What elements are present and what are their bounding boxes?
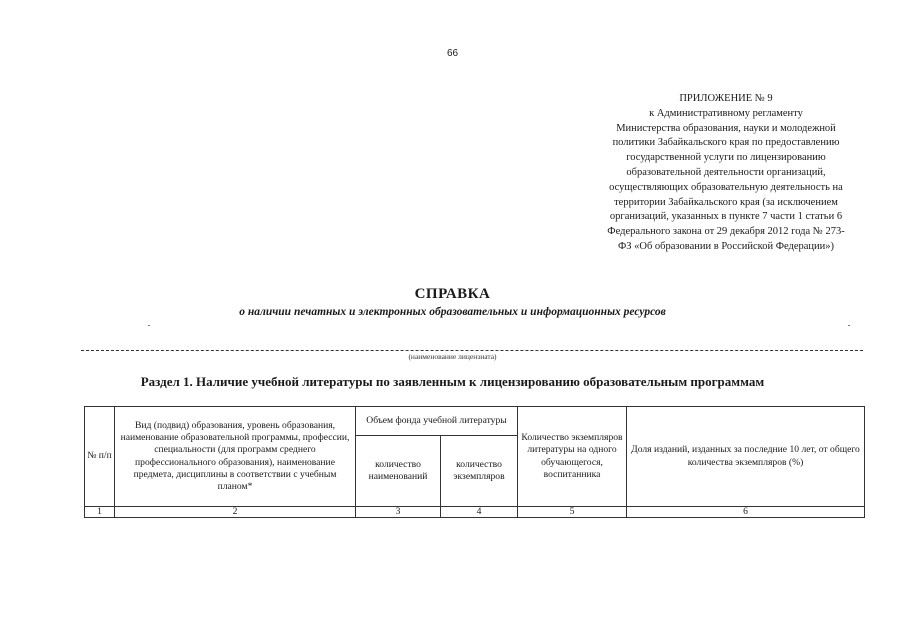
scan-speck: [148, 325, 150, 326]
appendix-line: образовательной деятельности организаций,: [626, 166, 826, 178]
column-number: 5: [518, 507, 627, 518]
document-subtitle: о наличии печатных и электронных образовательных и информационных ресурсов: [239, 306, 666, 318]
header-copies-per-student: Количество экземпляров литературы на одного обучающегося, воспитанника: [518, 407, 627, 507]
appendix-line: политики Забайкальского края по предоставлению: [612, 137, 840, 149]
appendix-line: Федерального закона от 29 декабря 2012 года № 273-: [607, 226, 845, 238]
appendix-line: ПРИЛОЖЕНИЕ № 9: [679, 93, 773, 104]
appendix-line: Министерства образования, науки и молодежной: [616, 122, 836, 134]
column-number: 6: [627, 507, 865, 518]
document-title: СПРАВКА: [414, 286, 491, 302]
licensee-caption: (наименование лицензиата): [408, 352, 497, 361]
header-number: № п/п: [85, 407, 115, 507]
section-title: Раздел 1. Наличие учебной литературы по заявленным к лицензированию образовательным программам: [140, 374, 765, 389]
appendix-line: осуществляющих образовательную деятельность на: [609, 181, 843, 193]
column-number: 2: [115, 507, 356, 518]
appendix-line: организаций, указанных в пункте 7 части 1 статьи 6: [609, 211, 843, 223]
header-fund-volume: Объем фонда учебной литературы: [356, 407, 518, 436]
licensee-name-line: [81, 350, 863, 351]
appendix-line: к Административному регламенту: [649, 107, 803, 119]
column-number: 3: [356, 507, 441, 518]
table-header-row: [85, 407, 865, 436]
scan-speck: [848, 325, 850, 326]
header-copies-count: количество экземпляров: [441, 436, 518, 507]
column-number: 4: [441, 507, 518, 518]
resources-table: [84, 406, 865, 518]
header-recent-share: Доля изданий, изданных за последние 10 лет, от общего количества экземпляров (%): [627, 407, 865, 507]
appendix-line: территории Забайкальского края (за исключением: [614, 196, 838, 208]
header-titles-count: количество наименований: [356, 436, 441, 507]
appendix-line: ФЗ «Об образовании в Российской Федерации»): [617, 240, 835, 252]
appendix-line: государственной услуги по лицензированию: [626, 152, 826, 164]
header-program: Вид (подвид) образования, уровень образования, наименование образовательной программы, профессии, специальности (для программ среднего профессионального образования), наименование предмета, дисциплины в соответствии с учебным планом*: [115, 407, 356, 507]
appendix-note: [580, 92, 872, 255]
table-row: [85, 507, 865, 518]
page-number: 66: [446, 48, 459, 59]
column-number: 1: [85, 507, 115, 518]
